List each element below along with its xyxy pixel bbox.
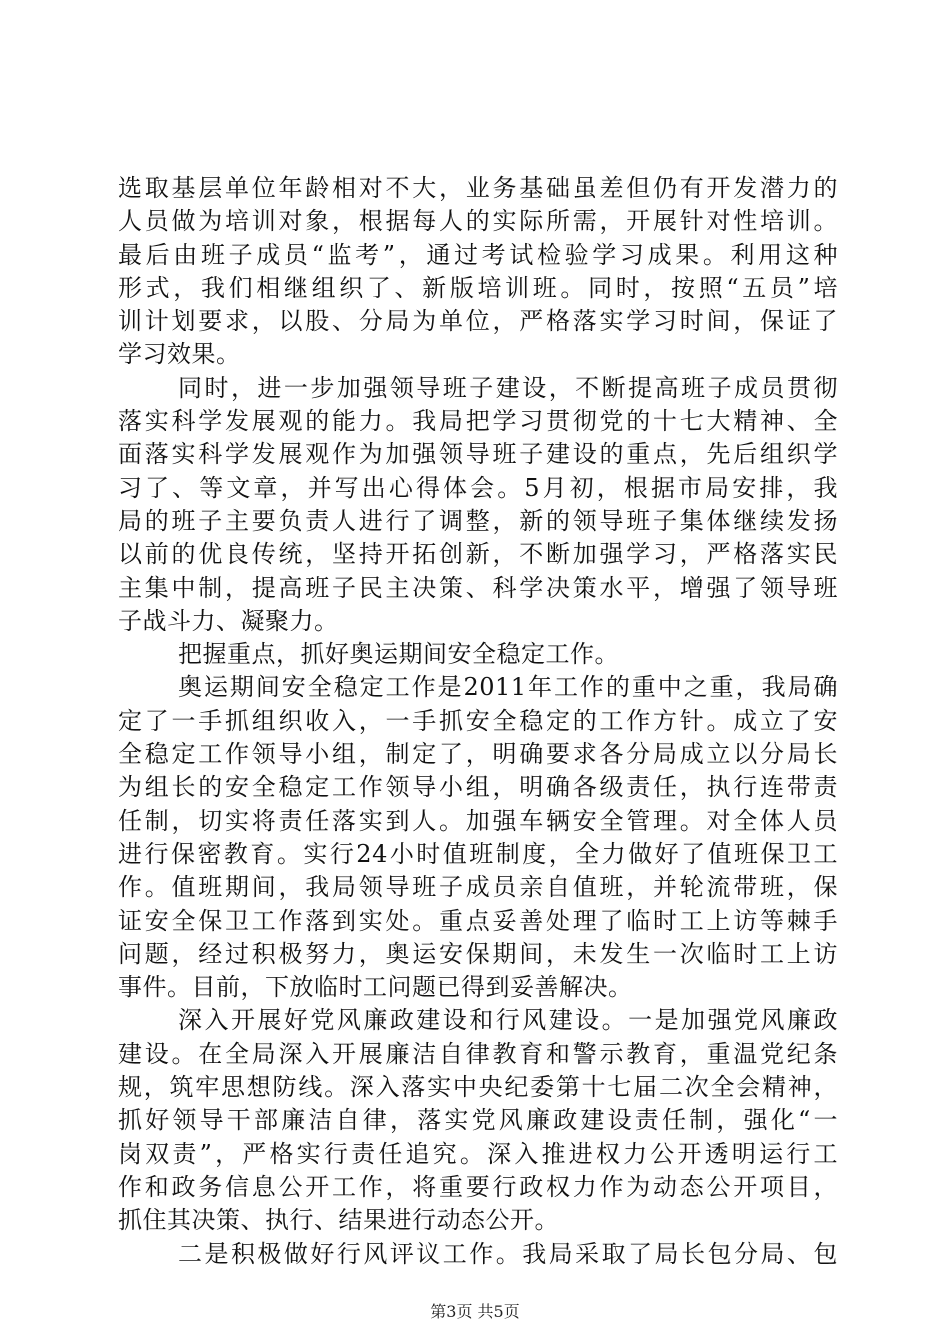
text-line: 面落实科学发展观作为加强领导班子建设的重点，先后组织学 xyxy=(118,440,838,469)
document-body xyxy=(118,172,838,1271)
page-footer: 第3页 共5页 xyxy=(430,1302,520,1321)
text-line: 子战斗力、凝聚力。 xyxy=(118,606,339,635)
text-line: 选取基层单位年龄相对不大，业务基础虽差但仍有开发潜力的 xyxy=(118,174,838,202)
text-line: 习了、等文章，并写出心得体会。5月初，根据市局安排，我 xyxy=(118,473,838,502)
text-line: 同时，进一步加强领导班子建设，不断提高班子成员贯彻 xyxy=(178,373,838,402)
text-line: 形式，我们相继组织了、新版培训班。同时，按照“五员”培 xyxy=(118,273,838,302)
text-line: 最后由班子成员“监考”，通过考试检验学习成果。利用这种 xyxy=(118,240,838,269)
text-line: 任制，切实将责任落实到人。加强车辆安全管理。对全体人员 xyxy=(118,806,838,835)
text-line: 学习效果。 xyxy=(118,340,241,369)
text-line: 作和政务信息公开工作，将重要行政权力作为动态公开项目， xyxy=(118,1172,838,1201)
text-line: 把握重点，抓好奥运期间安全稳定工作。 xyxy=(178,640,619,669)
text-line: 为组长的安全稳定工作领导小组，明确各级责任，执行连带责 xyxy=(118,773,838,802)
text-line: 建设。在全局深入开展廉洁自律教育和警示教育，重温党纪条 xyxy=(118,1039,838,1068)
text-line: 深入开展好党风廉政建设和行风建设。一是加强党风廉政 xyxy=(178,1006,838,1035)
text-line: 抓好领导干部廉洁自律，落实党风廉政建设责任制，强化“一 xyxy=(118,1106,838,1135)
text-line: 落实科学发展观的能力。我局把学习贯彻党的十七大精神、全 xyxy=(118,407,838,436)
text-line: 全稳定工作领导小组，制定了，明确要求各分局成立以分局长 xyxy=(118,740,838,769)
text-line: 规，筑牢思想防线。深入落实中央纪委第十七届二次全会精神， xyxy=(118,1073,838,1102)
text-line: 事件。目前，下放临时工问题已得到妥善解决。 xyxy=(118,973,633,1002)
text-line: 主集中制，提高班子民主决策、科学决策水平，增强了领导班 xyxy=(118,573,838,602)
text-line: 局的班子主要负责人进行了调整，新的领导班子集体继续发扬 xyxy=(118,506,838,535)
text-line: 训计划要求，以股、分局为单位，严格落实学习时间，保证了 xyxy=(118,307,838,336)
text-line: 人员做为培训对象，根据每人的实际所需，开展针对性培训。 xyxy=(118,207,838,236)
text-line: 进行保密教育。实行24小时值班制度，全力做好了值班保卫工 xyxy=(118,839,838,868)
text-line: 定了一手抓组织收入，一手抓安全稳定的工作方针。成立了安 xyxy=(118,706,838,735)
text-line: 奥运期间安全稳定工作是2011年工作的重中之重，我局确 xyxy=(178,673,838,702)
text-line: 作。值班期间，我局领导班子成员亲自值班，并轮流带班，保 xyxy=(118,873,838,902)
text-line: 证安全保卫工作落到实处。重点妥善处理了临时工上访等棘手 xyxy=(118,906,838,935)
text-line: 岗双责”，严格实行责任追究。深入推进权力公开透明运行工 xyxy=(118,1139,838,1168)
text-line: 二是积极做好行风评议工作。我局采取了局长包分局、包 xyxy=(178,1239,838,1268)
text-line: 问题，经过积极努力，奥运安保期间，未发生一次临时工上访 xyxy=(118,939,838,968)
text-line: 以前的优良传统，坚持开拓创新，不断加强学习，严格落实民 xyxy=(118,540,838,569)
text-line: 抓住其决策、执行、结果进行动态公开。 xyxy=(118,1206,559,1235)
